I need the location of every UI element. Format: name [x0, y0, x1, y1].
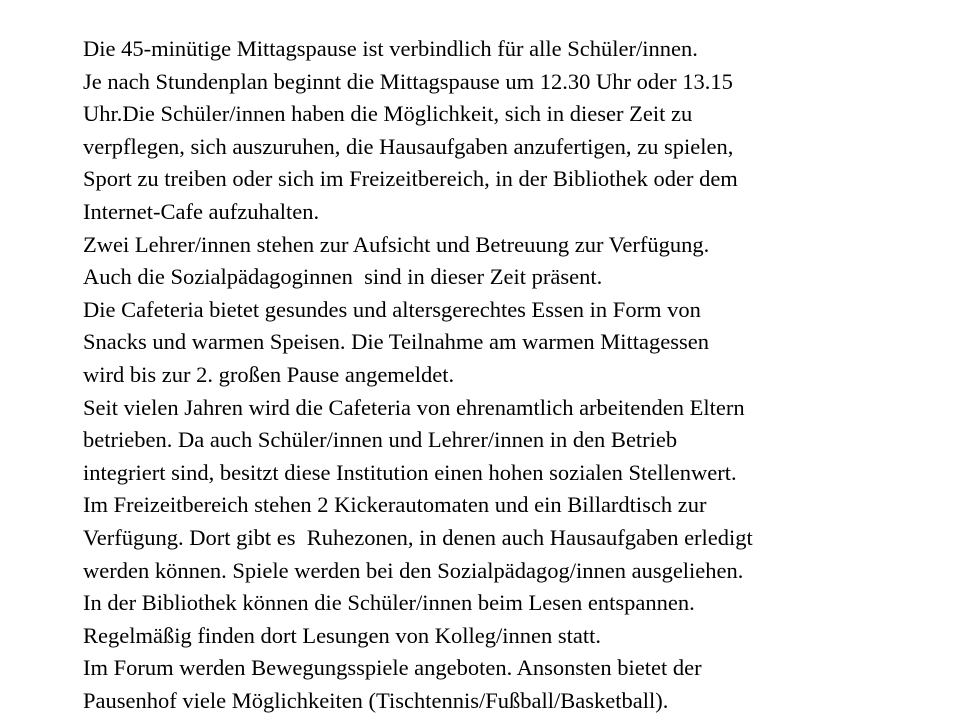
- body-text: [83, 33, 943, 717]
- text-line: integriert sind, besitzt diese Institution einen hohen sozialen Stellenwert.: [83, 459, 737, 485]
- text-line: Je nach Stundenplan beginnt die Mittagspause um 12.30 Uhr oder 13.15: [83, 68, 733, 94]
- text-line: betrieben. Da auch Schüler/innen und Lehrer/innen in den Betrieb: [83, 427, 678, 453]
- text-line: Die Cafeteria bietet gesundes und altersgerechtes Essen in Form von: [83, 296, 701, 322]
- text-line: Uhr.Die Schüler/innen haben die Möglichkeit, sich in dieser Zeit zu: [83, 101, 693, 127]
- text-line: Im Freizeitbereich stehen 2 Kickerautomaten und ein Billardtisch zur: [83, 492, 707, 518]
- text-line: Regelmäßig finden dort Lesungen von Kolleg/innen statt.: [83, 622, 602, 648]
- text-line: Auch die Sozialpädagoginnen sind in dieser Zeit präsent.: [83, 264, 603, 290]
- text-line: Snacks und warmen Speisen. Die Teilnahme am warmen Mittagessen: [83, 329, 709, 355]
- text-line: Zwei Lehrer/innen stehen zur Aufsicht und Betreuung zur Verfügung.: [83, 231, 710, 257]
- text-line: Pausenhof viele Möglichkeiten (Tischtennis/Fußball/Basketball).: [83, 687, 669, 713]
- text-line: Verfügung. Dort gibt es Ruhezonen, in denen auch Hausaufgaben erledigt: [83, 524, 753, 550]
- text-line: In der Bibliothek können die Schüler/innen beim Lesen entspannen.: [83, 590, 695, 616]
- text-line: Die 45-minütige Mittagspause ist verbindlich für alle Schüler/innen.: [83, 36, 698, 61]
- text-line: Seit vielen Jahren wird die Cafeteria von ehrenamtlich arbeitenden Eltern: [83, 394, 745, 420]
- text-line: Sport zu treiben oder sich im Freizeitbereich, in der Bibliothek oder dem: [83, 166, 738, 192]
- text-line: verpflegen, sich auszuruhen, die Hausaufgaben anzufertigen, zu spielen,: [83, 133, 734, 159]
- text-line: werden können. Spiele werden bei den Sozialpädagog/innen ausgeliehen.: [83, 557, 744, 583]
- text-line: wird bis zur 2. großen Pause angemeldet.: [83, 361, 455, 387]
- text-line: Im Forum werden Bewegungsspiele angeboten. Ansonsten bietet der: [83, 655, 702, 681]
- text-line: Internet-Cafe aufzuhalten.: [83, 198, 320, 224]
